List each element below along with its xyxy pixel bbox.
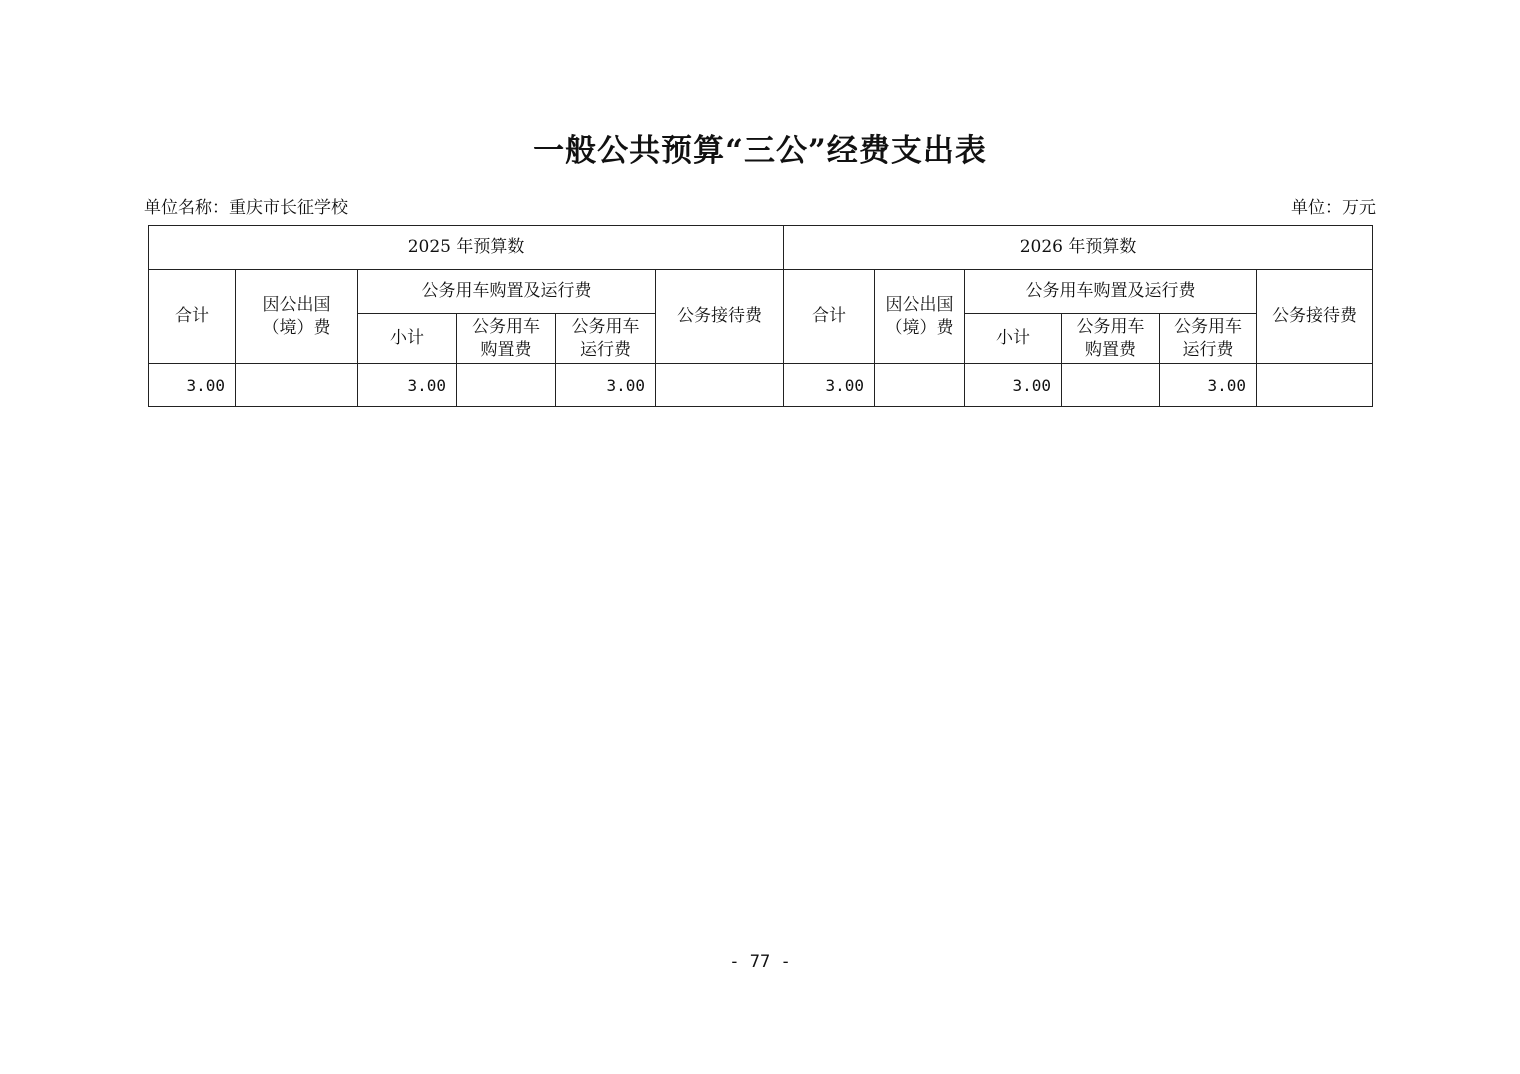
header-2025-vehicle-group: 公务用车购置及运行费 bbox=[358, 270, 656, 314]
header-2026-reception: 公务接待费 bbox=[1257, 270, 1373, 364]
header-2025-vehicle-operation: 公务用车运行费 bbox=[556, 314, 656, 364]
header-2026-abroad: 因公出国（境）费 bbox=[875, 270, 965, 364]
currency-unit-label: 单位：万元 bbox=[1291, 198, 1376, 218]
header-2025-abroad: 因公出国（境）费 bbox=[236, 270, 358, 364]
three-public-expenses-table bbox=[148, 225, 1373, 407]
header-2025-vehicle-purchase: 公务用车购置费 bbox=[457, 314, 556, 364]
header-2026-vehicle-group: 公务用车购置及运行费 bbox=[965, 270, 1257, 314]
header-2026-subtotal: 小计 bbox=[965, 314, 1062, 364]
year-2025-header: 2025 年预算数 bbox=[149, 226, 784, 270]
unit-name-label: 单位名称：重庆市长征学校 bbox=[144, 198, 348, 218]
header-2026-total: 合计 bbox=[784, 270, 875, 364]
cell-2026-vehicle-purchase bbox=[1062, 364, 1160, 407]
header-2026-vehicle-operation: 公务用车运行费 bbox=[1160, 314, 1257, 364]
header-2025-subtotal: 小计 bbox=[358, 314, 457, 364]
cell-2026-subtotal: 3.00 bbox=[965, 364, 1062, 407]
table-row bbox=[149, 364, 1373, 407]
cell-2025-vehicle-operation: 3.00 bbox=[556, 364, 656, 407]
column-header-row bbox=[149, 270, 1373, 314]
cell-2026-total: 3.00 bbox=[784, 364, 875, 407]
cell-2025-reception bbox=[656, 364, 784, 407]
header-2025-total: 合计 bbox=[149, 270, 236, 364]
header-2025-reception: 公务接待费 bbox=[656, 270, 784, 364]
year-header-row bbox=[149, 226, 1373, 270]
cell-2026-reception bbox=[1257, 364, 1373, 407]
page-number: - 77 - bbox=[729, 952, 791, 972]
cell-2025-subtotal: 3.00 bbox=[358, 364, 457, 407]
cell-2026-abroad bbox=[875, 364, 965, 407]
cell-2025-total: 3.00 bbox=[149, 364, 236, 407]
cell-2025-vehicle-purchase bbox=[457, 364, 556, 407]
cell-2026-vehicle-operation: 3.00 bbox=[1160, 364, 1257, 407]
cell-2025-abroad bbox=[236, 364, 358, 407]
year-2026-header: 2026 年预算数 bbox=[784, 226, 1373, 270]
page-title: 一般公共预算“三公”经费支出表 bbox=[533, 133, 987, 169]
header-2026-vehicle-purchase: 公务用车购置费 bbox=[1062, 314, 1160, 364]
